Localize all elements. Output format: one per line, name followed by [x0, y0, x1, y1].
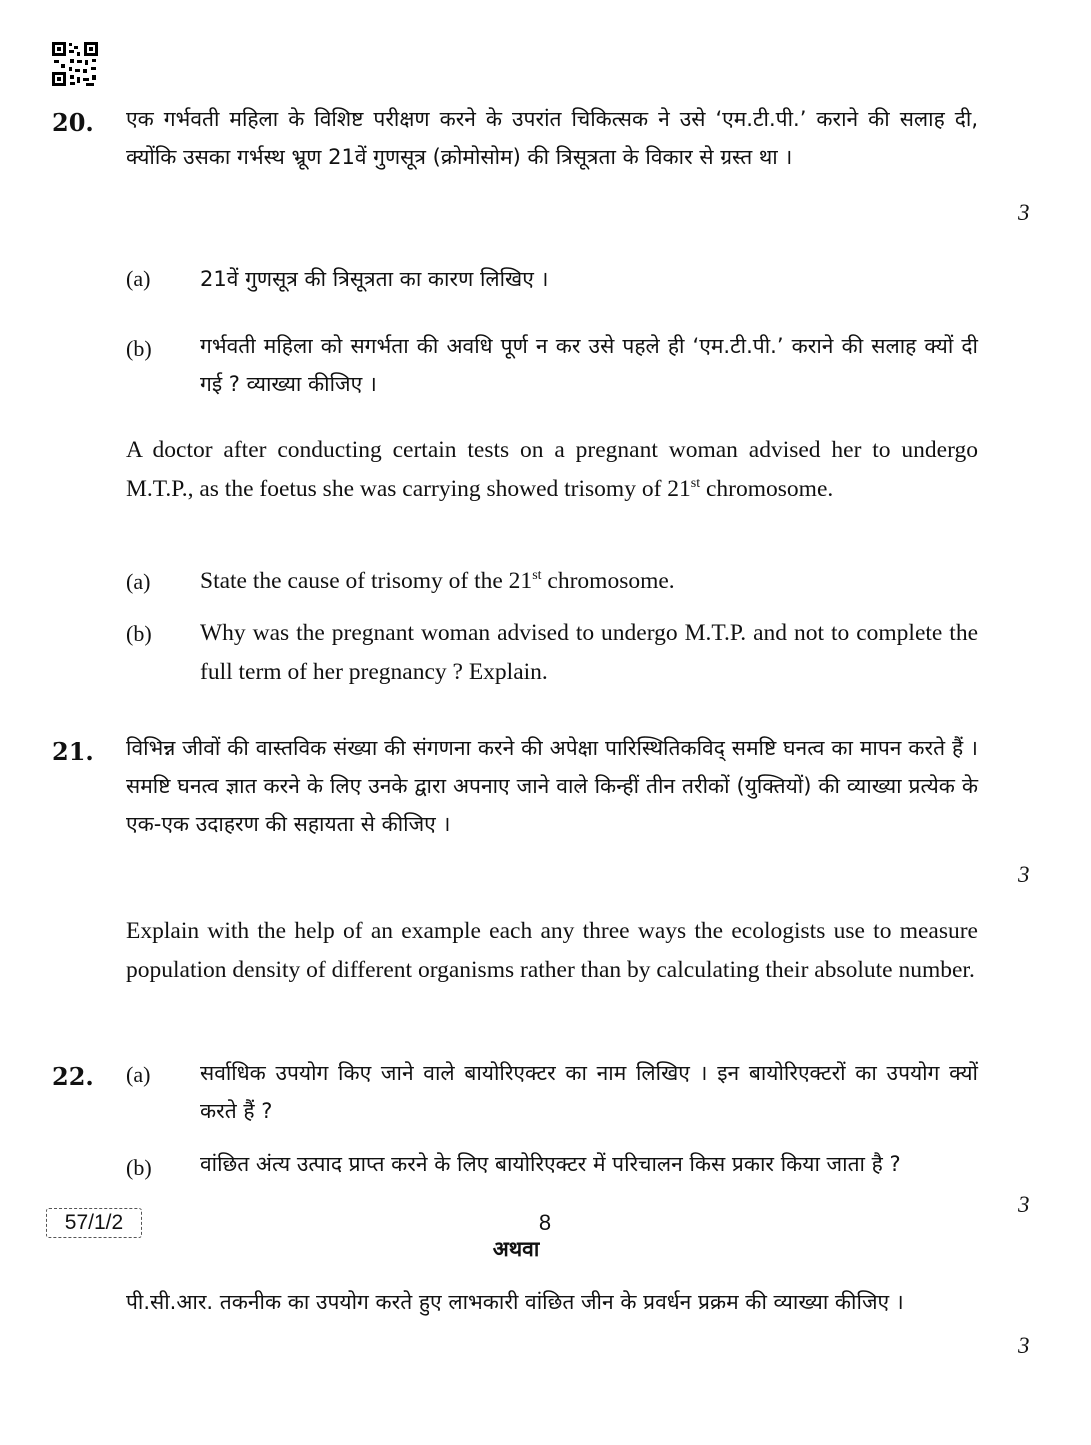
q22-or-label: अथवा [492, 1237, 540, 1261]
q21-hindi: विभिन्न जीवों की वास्तविक संख्या की संगणना करने की अपेक्षा पारिस्थितिकविद् समष्टि घनत्व का मापन करते हैं । समष्टि घनत्व ज्ञात करने के लिए उनके द्वारा अपनाए जाने वाले किन्हीं तीन तरीकों (युक्तियों) की व्याख्या प्रत्येक के एक-एक उदाहरण की सहायता से कीजिए । [126, 736, 978, 836]
question-number-21: 21. [52, 737, 94, 766]
q20-english-a-label: (a) [126, 569, 151, 594]
q22-or-marks: 3 [1018, 1333, 1030, 1358]
question-number-22: 22. [52, 1062, 94, 1091]
q22-a: सर्वाधिक उपयोग किए जाने वाले बायोरिएक्टर का नाम लिखिए । इन बायोरिएक्टरों का उपयोग क्यों करते हैं ? [200, 1061, 978, 1123]
q22-b-label: (b) [126, 1155, 152, 1180]
qr-code-icon [52, 42, 98, 86]
q20-marks: 3 [1018, 200, 1030, 225]
q20-hindi-stem: एक गर्भवती महिला के विशिष्ट परीक्षण करने के उपरांत चिकित्सक ने उसे ‘एम.टी.पी.’ कराने की सलाह दी, क्योंकि उसका गर्भस्थ भ्रूण 21वें गुणसूत्र (क्रोमोसोम) की त्रिसूत्रता के विकार से ग्रस्त था । [126, 107, 978, 169]
paper-code-badge: 57/1/2 [46, 1208, 142, 1238]
page-number: 8 [538, 1210, 552, 1235]
q21-marks: 3 [1018, 862, 1030, 887]
q22-b: वांछित अंत्य उत्पाद प्राप्त करने के लिए बायोरिएक्टर में परिचालन किस प्रकार किया जाता है ? [200, 1152, 901, 1176]
q20-hindi-b: गर्भवती महिला को सगर्भता की अवधि पूर्ण न कर उसे पहले ही ‘एम.टी.पी.’ कराने की सलाह क्यों दी गई ? व्याख्या कीजिए । [200, 334, 978, 396]
q21-english: Explain with the help of an example each any three ways the ecologists use to measure population density of different organisms rather than by calculating their absolute number. [126, 918, 978, 983]
q22-b-marks: 3 [1018, 1192, 1030, 1217]
q20-hindi-a-label: (a) [126, 266, 151, 291]
question-number-20: 20. [52, 108, 94, 137]
q20-hindi-b-label: (b) [126, 336, 152, 361]
q22-or-text: पी.सी.आर. तकनीक का उपयोग करते हुए लाभकारी वांछित जीन के प्रवर्धन प्रक्रम की व्याख्या कीजिए । [126, 1290, 904, 1314]
q20-english-b: Why was the pregnant woman advised to undergo M.T.P. and not to complete the full term of her pregnancy ? Explain. [200, 620, 978, 685]
q20-english-a: State the cause of trisomy of the 21st chromosome. [200, 568, 675, 594]
q20-english-stem: A doctor after conducting certain tests on a pregnant woman advised her to undergo M.T.P., as the foetus she was carrying showed trisomy of 21st chromosome. [126, 437, 978, 502]
q20-english-b-label: (b) [126, 621, 152, 646]
q20-hindi-a: 21वें गुणसूत्र की त्रिसूत्रता का कारण लिखिए । [200, 267, 549, 291]
q22-a-label: (a) [126, 1062, 151, 1087]
